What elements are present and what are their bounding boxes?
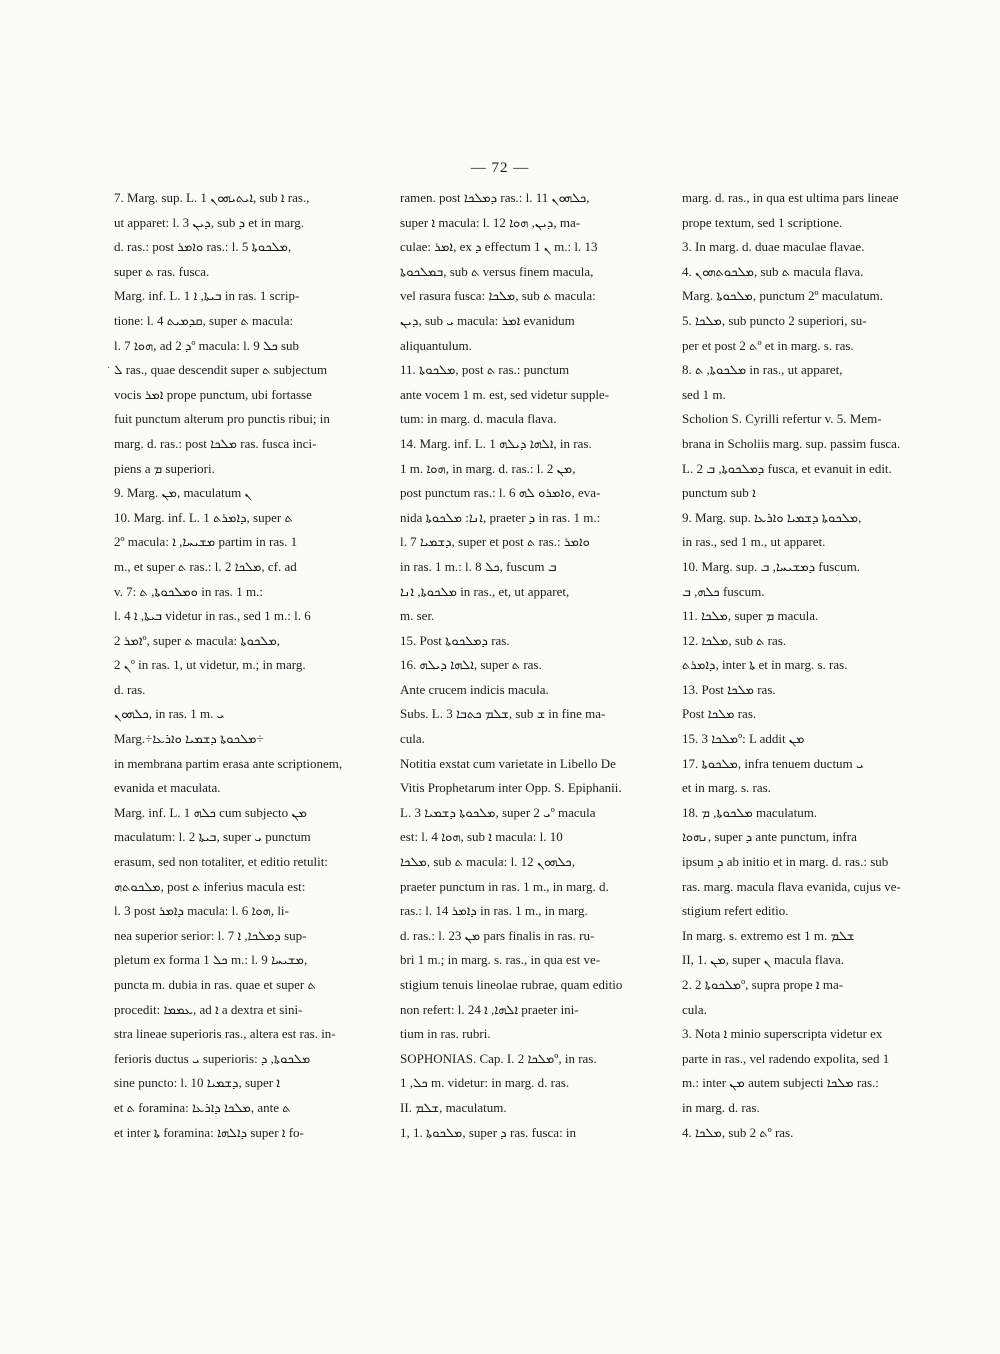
text-line: Marg. ܡܠܟܘܬܐ, punctum 2º maculatum. [682,288,883,304]
text-line: ܢ 2º in ras. 1, ut videtur, m.; in marg. [114,657,306,673]
text-line: cula. [400,731,425,747]
text-line: m. ser. [400,608,435,624]
text-line: tium in ras. rubri. [400,1026,491,1042]
text-line: 10. Marg. sup. ܕܡܫܝܚܐ, ܒ fuscum. [682,558,860,574]
text-line: nea superior serior: l. 7 ܕܡܠܟܐ, ܐ sup- [114,927,307,943]
text-line: 10. Marg. inf. L. 1 ܕܐܡܪܬ, super ܬ [114,509,293,525]
right-column [682,186,936,1145]
text-line: 2º macula: ܡܫܝܚܐ, ܐ partim in ras. 1 [114,534,298,550]
text-line: ܟܠܗ, ܒ fuscum. [682,583,765,599]
text-line: ferioris ductus ܝ superioris: ܡܠܟܘܬܐ, ܕ [114,1050,311,1066]
text-line: Subs. L. 3 ܫܠܡ ܟܬܒܐ, sub ܫ in fine ma- [400,706,606,722]
text-line: prope textum, sed 1 scriptione. [682,214,843,230]
text-line: 13. Post ܡܠܟܐ ras. [682,681,776,697]
text-line: l. 3 post ܕܐܡܪ macula: l. 6 ܗܘܐ, li- [114,903,289,919]
text-line: et in marg. s. ras. [682,780,771,796]
text-line: procedit: ܥܡܡܐ, ad ܐ a dextra et sini- [114,1001,303,1017]
text-line: est: l. 4 ܗܘܐ, sub ܐ macula: l. 10 [400,829,563,845]
text-line: ܒܡܠܟܘܬܐ, sub ܬ versus finem macula, [400,263,594,279]
text-line: cula. [682,1001,707,1017]
text-line: Ante crucem indicis macula. [400,681,549,697]
text-line: punctum sub ܐ [682,485,756,501]
text-line: Marg. inf. L. 1 ܟܠܗ cum subjecto ܡܢ [114,804,307,820]
text-line: ܠ ras., quae descendit super ܬ subjectum [114,362,328,378]
text-line: 3. In marg. d. duae maculae flavae. [682,239,865,255]
text-line: ut apparet: l. 3 ܕܝܢ, sub ܕ et in marg. [114,214,305,230]
text-line: 4. ܡܠܟܘܬܗܘܢ, sub ܬ macula flava. [682,263,864,279]
text-line: ܟܠܗܘܢ, in ras. 1 m. ܝ [114,706,225,722]
text-line: l. 7 ܕܫܡܝܐ, super et post ܬ ras.: ܘܐܡܪ [400,534,590,550]
text-line: 12. ܡܠܟܐ, sub ܬ ras. [682,632,787,648]
text-line: bri 1 m.; in marg. s. ras., in qua est ve- [400,952,601,968]
text-line: Vitis Prophetarum inter Opp. S. Epiphanii. [400,780,622,796]
text-line: evanida et maculata. [114,780,221,796]
text-line: Marg. inf. L. 1 ܒܝܬܐ, ܐ in ras. 1 scrip- [114,288,300,304]
text-line: fuit punctum alterum pro punctis ribui; in [114,411,330,427]
text-line: 8. ܡܠܟܘܬܐ, ܬ in ras., ut apparet, [682,362,843,378]
text-line: 17. ܡܠܟܘܬܐ, infra tenuem ductum ܝ [682,755,864,771]
text-line: nida ܐܢܐ: ܡܠܟܘܬܐ, praeter ܕ in ras. 1 m.: [400,509,601,525]
middle-column [400,186,658,1145]
text-line: erasum, sed non totaliter, et editio retulit: [114,854,328,870]
text-line: m.: inter ܡܢ autem subjecti ܡܠܟܐ ras.: [682,1075,879,1091]
text-line: praeter punctum in ras. 1 m., in marg. d. [400,878,609,894]
text-line: 15. Post ܕܡܠܟܘܬܐ ras. [400,632,510,648]
text-line: Scholion S. Cyrilli refertur v. 5. Mem- [682,411,882,427]
text-line: 14. Marg. inf. L. 1 ܐܠܗܐ ܕܝܠܗ, in ras. [400,435,592,451]
text-line: m., et super ܬ ras.: l. 2 ܡܠܟܐ, cf. ad [114,558,297,574]
text-line: stigium refert editio. [682,903,789,919]
text-line: l. 4 ܒܝܬܐ, ܐ videtur in ras., sed 1 m.: l. 6 [114,608,311,624]
text-line: in ras. 1 m.: l. 8 ܟܠ, fuscum ܒ [400,558,557,574]
text-line: super ܬ ras. fusca. [114,263,210,279]
text-line: ܕܝܢ, sub ܝ macula: ܐܡܪ evanidum [400,312,575,328]
text-line: ܟܠ, 1 m. videtur: in marg. d. ras. [400,1075,570,1091]
text-line: SOPHONIAS. Cap. I. ܡܠܟܐ 2º, in ras. [400,1050,597,1066]
text-line: 7. Marg. sup. L. 1 ܐܝܬܝܗܘܢ, sub ܐ ras., [114,190,310,205]
text-line: II, 1. ܡܢ, super ܢ macula flava. [682,952,845,968]
text-line: 1 m. ܗܘܐ, in marg. d. ras.: l. 2 ܡܢ, [400,460,576,476]
text-line: d. ras. [114,681,146,697]
page-number: — 72 — [470,160,530,176]
text-line: 11. ܡܠܟܐ, super ܡ macula. [682,608,819,624]
text-line: et inter ܬܐ foramina: ܕܐܠܗܐ super ܐ fo- [114,1124,304,1140]
text-line: sine puncto: l. 10 ܕܫܡܝܐ, super ܐ [114,1075,281,1091]
text-line: 15. ܡܠܟܐ 3º: L addit ܡܢ [682,731,805,747]
left-column [114,186,376,1145]
text-line: tione: l. 4 ܩܕܡܝܬ, super ܬ macula: [114,312,294,328]
text-line: 9. Marg. ܡܢ, maculatum ܢ [114,485,252,501]
text-line: brana in Scholiis marg. sup. passim fusca. [682,435,901,451]
text-line: marg. d. ras.: post ܡܠܟܐ ras. fusca inci- [114,435,317,451]
text-line: ipsum ܕ ab initio et in marg. d. ras.: sub [682,854,889,870]
text-line: ante vocem 1 m. est, sed videtur supple- [400,386,610,402]
text-line: in ras., sed 1 m., ut apparet. [682,534,826,550]
text-line: sed 1 m. [682,386,726,402]
text-line: in membrana partim erasa ante scriptionem, [114,755,343,771]
text-line: ܢܗܘܐ, super ܕ ante punctum, infra [682,829,857,845]
text-line: 3. Nota ܐ minio superscripta videtur ex [682,1026,883,1042]
text-line: d. ras.: l. 23 ܡܢ pars finalis in ras. ru- [400,927,595,943]
text-line: 4. ܡܠܟܐ, sub ܬ 2º ras. [682,1124,794,1140]
text-line: pletum ex forma ܟܠ 1 m.: l. 9 ܡܫܝܚܐ, [114,952,308,968]
text-line: tum: in marg. d. macula flava. [400,411,557,427]
text-line: 18. ܡܠܟܘܬܐ, ܡ maculatum. [682,804,818,820]
text-line: ܕܐܡܪܬ, inter ܬܐ et in marg. s. ras. [682,657,848,673]
text-line: In marg. s. extremo est 1 m. ܫܠܡ [682,927,855,943]
text-line: puncta m. dubia in ras. quae et super ܬ [114,977,316,992]
text-line: ras. marg. macula flava evanida, cujus ve- [682,878,901,894]
text-line: culae: ܐܡܪ, ex ܕ effectum ܢ 1 m.: l. 13 [400,239,598,255]
text-line: stra lineae superioris ras., altera est ras. in- [114,1026,336,1042]
text-line: vel rasura fusca: ܡܠܟܐ, sub ܬ macula: [400,288,596,304]
text-line: ܡܠܟܘܬܐ, ܐܢܐ in ras., et, ut apparet, [400,583,570,599]
text-line: stigium tenuis lineolae rubrae, quam editio [400,977,623,992]
text-line: parte in ras., vel radendo expolita, sed 1 [682,1050,890,1066]
text-line: maculatum: l. 2 ܒܝܬܐ, super ܝ punctum [114,829,311,845]
text-line: ramen. post ܕܡܠܟܐ ras.: l. 11 ܟܠܗܘܢ, [400,190,590,205]
text-line: post punctum ras.: l. 6 ܘܐܡܪܘ ܠܗ, eva- [400,485,601,501]
text-line: ras.: l. 14 ܕܐܡܪ in ras. 1 m., in marg. [400,903,588,919]
text-line: per et post ܬ 2º et in marg. s. ras. [682,337,854,353]
text-line: 11. ܡܠܟܘܬܐ, post ܬ ras.: punctum [400,362,570,378]
text-line: ܐܡܪ 2º, super ܬ macula: ܡܠܟܘܬܐ, [114,632,281,648]
text-line: aliquantulum. [400,337,472,353]
text-line: in marg. d. ras. [682,1099,760,1115]
text-line: Post ܡܠܟܐ ras. [682,706,757,722]
text-line: Notitia exstat cum varietate in Libello De [400,755,616,771]
text-line: L. 2 ܕܡܠܟܘܬܐ, ܒ fusca, et evanuit in edit. [682,460,892,476]
text-line: et ܬ foramina: ܡܠܟܐ ܕܐܪܥܐ, ante ܬ [114,1099,291,1115]
text-line: 9. Marg. sup. ܡܠܟܘܬܐ ܕܫܡܝܐ ܘܐܪܥܐ, [682,509,862,525]
text-line: ܡܠܟܐ, sub ܬ macula: l. 12 ܟܠܗܘܢ, [400,854,575,870]
text-line: piens a ܡ superiori. [114,460,215,476]
text-line: 16. ܐܠܗܐ ܕܝܠܗ, super ܬ ras. [400,657,542,673]
text-line: II. ܫܠܡ, maculatum. [400,1099,507,1115]
margin-mark: · [107,363,111,374]
text-line: super ܐ macula: l. 12 ܕܝܢ, ܗܘܐ, ma- [400,214,581,230]
text-line: v. 7: ܘܡܠܟܘܬܐ, ܬ in ras. 1 m.: [114,583,263,599]
text-line: ܡܠܟܘܬܗ, post ܬ inferius macula est: [114,878,306,894]
text-line: 1, 1. ܡܠܟܘܬܐ, super ܕ ras. fusca: in [400,1124,577,1140]
text-line: 2. ܡܠܟܘܬܐ 2º, supra prope ܐ ma- [682,977,844,992]
text-line: 5. ܡܠܟܐ, sub puncto 2 superiori, su- [682,312,867,328]
text-line: marg. d. ras., in qua est ultima pars lineae [682,190,899,205]
text-line: Marg.÷ܡܠܟܘܬܐ ܕܫܡܝܐ ܘܐܪܥܐ÷ [114,731,264,747]
text-line: vocis ܐܡܪ prope punctum, ubi fortasse [114,386,312,402]
text-line: l. 7 ܗܘܐ, ad ܕ 2º macula: l. 9 ܟܠ sub [114,337,300,353]
text-line: L. 3 ܡܠܟܘܬܐ ܕܫܡܝܐ, super ܝ 2º macula [400,804,596,820]
text-line: d. ras.: post ܘܐܡܪ ras.: l. 5 ܡܠܟܘܬܐ, [114,239,292,255]
text-line: non refert: l. 24 ܐܠܗܐ, ܐ praeter ini- [400,1001,579,1017]
